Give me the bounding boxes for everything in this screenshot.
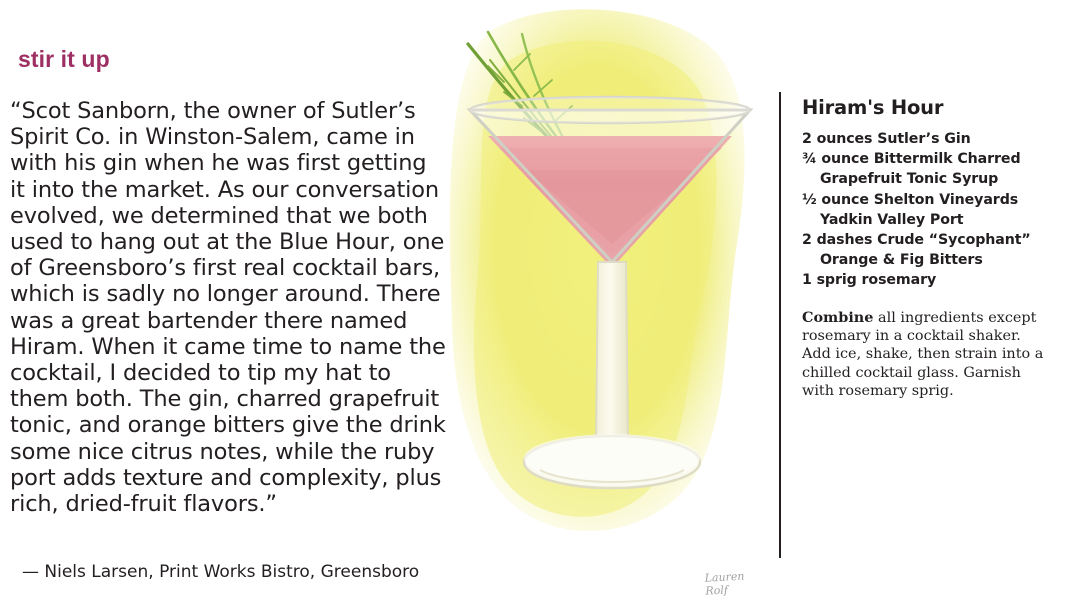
ingredient-line-cont: Grapefruit Tonic Syrup [819, 171, 999, 188]
ingredient-line: 1 sprig rosemary [801, 272, 937, 289]
quote-attribution: — Niels Larsen, Print Works Bistro, Greensboro [22, 562, 420, 582]
pull-quote-text: “Scot Sanborn, the owner of Sutler’s Spirit Co. in Winston-Salem, came in with his gin when he was first getting it into the market. As our conversation evolved, we determined that we both used to hang out at the Blue Hour, one of Greensboro’s first real cocktail bars, which is sadly no longer around. There was a great bartender there named Hiram. When it came time to name the cocktail, I decided to tip my hat to them both. The gin, charred grapefruit tonic, and orange bitters give the drink some nice citrus notes, while the ruby port adds texture and complexity, plus rich, dried-fruit flavors.” [10, 98, 446, 518]
recipe-panel [802, 96, 1052, 401]
cocktail-glass-icon [430, 0, 770, 601]
section-heading: stir it up [18, 46, 110, 72]
ingredient-line: 2 dashes Crude “Sycophant” [801, 232, 1031, 249]
ingredient-line: ¾ ounce Bittermilk Charred [801, 151, 1021, 168]
ingredient-line: ½ ounce Shelton Vineyards [801, 191, 1019, 208]
recipe-method [802, 309, 1045, 401]
ingredient-line-cont: Yadkin Valley Port [819, 211, 964, 228]
vertical-divider [779, 92, 781, 558]
list-item [802, 149, 1052, 189]
ingredient-line-cont: Orange & Fig Bitters [819, 252, 983, 269]
ingredient-line: 2 ounces Sutler’s Gin [801, 131, 971, 147]
artist-signature: Lauren Rolf [704, 569, 745, 598]
list-item [802, 270, 1052, 290]
recipe-title: Hiram's Hour [802, 96, 944, 119]
list-item [802, 190, 1052, 230]
method-lead-word: Combine [802, 308, 874, 326]
ingredient-list [802, 129, 1052, 291]
cocktail-illustration [430, 0, 770, 601]
method-text: all ingredients except rosemary in a cocktail shaker. Add ice, shake, then strain into a chilled cocktail glass. Garnish with rosemary sprig. [802, 309, 1044, 400]
quote-column [8, 0, 448, 601]
list-item [802, 129, 1052, 149]
list-item [802, 230, 1052, 270]
